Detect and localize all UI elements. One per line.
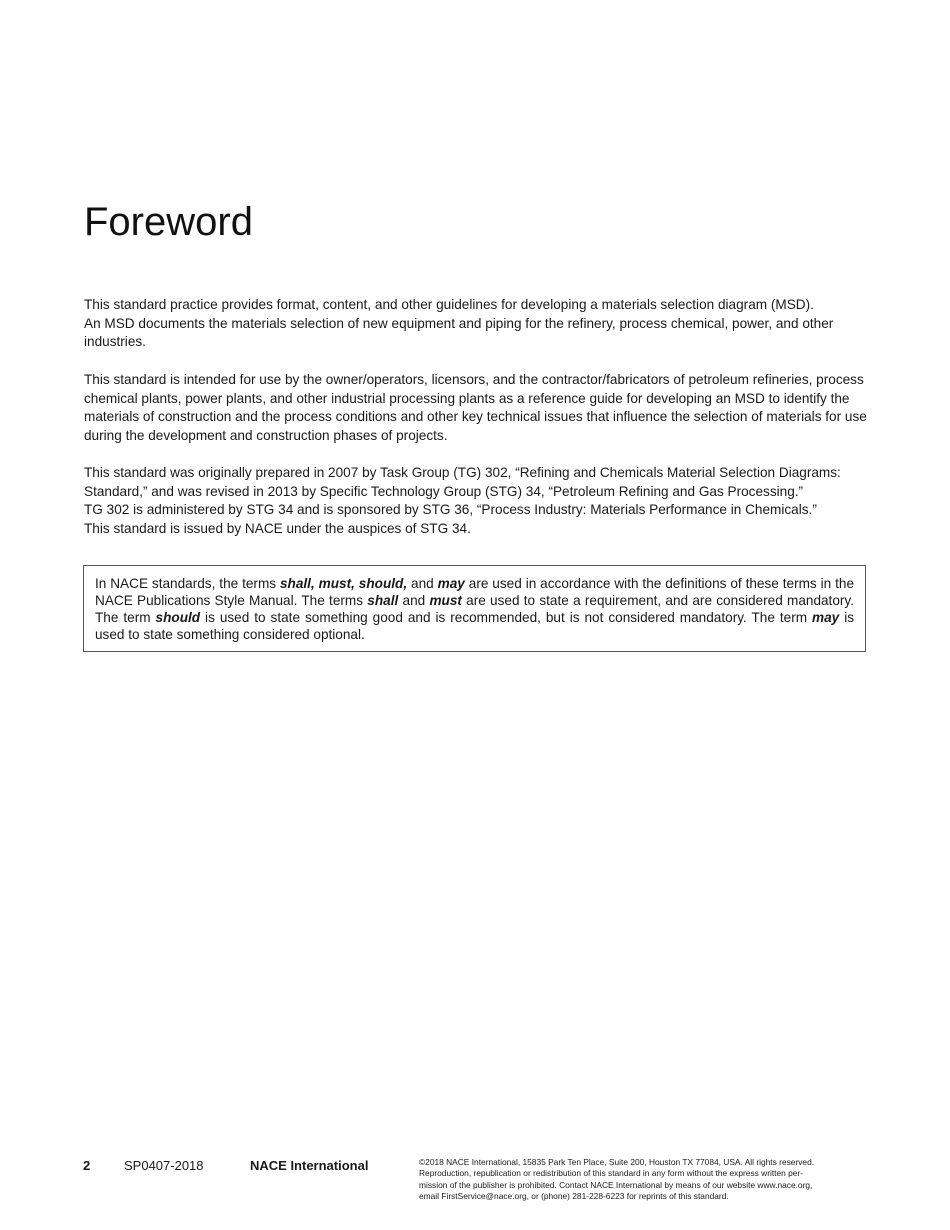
notice-text: In NACE standards, the terms	[95, 576, 280, 591]
page-number: 2	[83, 1158, 91, 1173]
foreword-paragraph-1	[84, 296, 874, 352]
notice-term: may	[437, 576, 465, 591]
notice-term: may	[812, 610, 840, 625]
copyright-notice: ©2018 NACE International, 15835 Park Ten Place, Suite 200, Houston TX 77084, USA. All rights reserved. Reproduction, republication or redistribution of this standard in any form without the express written per- mission of the publisher is prohibited. Contact NACE International by means of our website www.nace.org, email FirstService@nace.org, or (phone) 281-228-6223 for reprints of this standard.	[419, 1157, 815, 1201]
notice-text: are used in accordance with the definitions of these terms in the NACE Publications Style Manual. The terms	[95, 576, 855, 608]
notice-text: is used to state something considered optional.	[95, 610, 855, 642]
notice-term: shall, must, should,	[279, 576, 408, 591]
foreword-paragraph-2	[84, 371, 874, 445]
notice-text: are used to state a requirement, and are considered mandatory. The term	[95, 593, 854, 625]
page-title: Foreword	[84, 200, 253, 244]
notice-term: should	[155, 610, 201, 625]
paragraph-text: This standard practice provides format, content, and other guidelines for developing a materials selection diagram (MSD). An MSD documents the materials selection of new equipment and piping for the refinery, process chemical, power, and other industries.	[84, 297, 834, 350]
notice-text: and	[407, 576, 438, 591]
notice-text: and	[398, 593, 430, 608]
page-footer	[0, 1156, 950, 1206]
notice-text: is used to state something good and is recommended, but is not considered mandatory. The term	[200, 610, 813, 625]
paragraph-text: This standard is intended for use by the owner/operators, licensors, and the contractor/fabricators of petroleum refineries, process chemical plants, power plants, and other industrial processing plants as a reference guide for developing an MSD to identify the materials of construction and the process conditions and other key technical issues that influence the selection of materials for use during the development and construction phases of projects.	[84, 372, 867, 443]
terminology-notice-box	[83, 565, 866, 652]
organization-name: NACE International	[250, 1158, 369, 1173]
notice-term: shall	[367, 593, 399, 608]
paragraph-text: This standard was originally prepared in 2007 by Task Group (TG) 302, “Refining and Chemicals Material Selection Diagrams: Standard,” and was revised in 2013 by Specific Technology Group (STG) 34, “Petroleum Refining and Gas Processing.” TG 302 is administered by STG 34 and is sponsored by STG 36, “Process Industry: Materials Performance in Chemicals.” This standard is issued by NACE under the auspices of STG 34.	[84, 465, 841, 536]
notice-term: must	[429, 593, 462, 608]
foreword-paragraph-3	[84, 464, 874, 538]
document-id: SP0407-2018	[124, 1158, 204, 1173]
